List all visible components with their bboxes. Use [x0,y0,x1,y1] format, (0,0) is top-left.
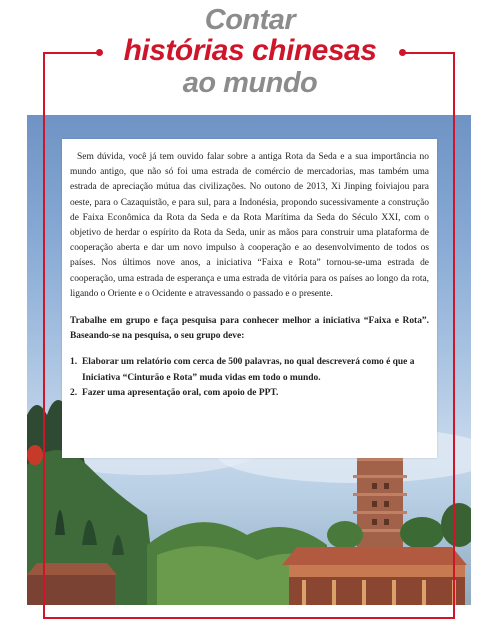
list-text: Elaborar um relatório com cerca de 500 palavras, no qual descreverá como é que a Iniciativa “Cinturão e Rota” muda vidas em todo o mundo. [82,357,415,383]
frame-top-right-line [403,52,455,54]
title-line-2: histórias chinesas [123,34,377,67]
task-paragraph: Trabalhe em grupo e faça pesquisa para conhecer melhor a iniciativa “Faixa e Rota”. Baseando-se na pesquisa, o seu grupo deve: [70,316,429,342]
frame-bottom-line [43,617,455,619]
task-list-item [70,355,429,385]
task-list [70,355,429,401]
frame-left-line [43,52,45,619]
frame-dot-left [96,49,103,56]
list-text: Fazer uma apresentação oral, com apoio de PPT. [82,387,279,398]
frame-dot-right [399,49,406,56]
intro-paragraph: Sem dúvida, você já tem ouvido falar sobre a antiga Rota da Seda e a sua importância no mundo antigo, que não só foi uma estrada de comércio de mercadorias, mas também uma estrada de apreciação mútua das civilizações. No outono de 2013, Xi Jinping foiviajou para oeste, para o Cazaquistão, e para sul, para a Indonésia, propondo sucessivamente a construção de Faixa Econômica da Rota da Seda e da Rota Marítima da Seda do Século XXI, com o objetivo de herdar o espírito da Rota da Seda, unir as mãos para construir uma plataforma de cooperação aberta e dar um novo impulso à cooperação e ao desenvolvimento de todos os países. Nos últimos nove anos, a iniciativa “Faixa e Rota” tornou-se-uma estrada de cooperação, uma estrada de esperança e uma estrada de vitória para os países ao longo da rota, ligando o Oriente e o Ocidente e atravessando o passado e o presente. [70,152,429,299]
title-line-3: ao mundo [182,67,318,99]
frame-top-left-line [43,52,98,54]
text-card [62,139,437,458]
page-header [0,0,500,108]
frame-right-line [453,52,455,619]
title-line-1: Contar [204,4,296,36]
task-list-item [70,386,429,401]
list-number: 1. [70,357,78,368]
list-number: 2. [70,387,78,398]
